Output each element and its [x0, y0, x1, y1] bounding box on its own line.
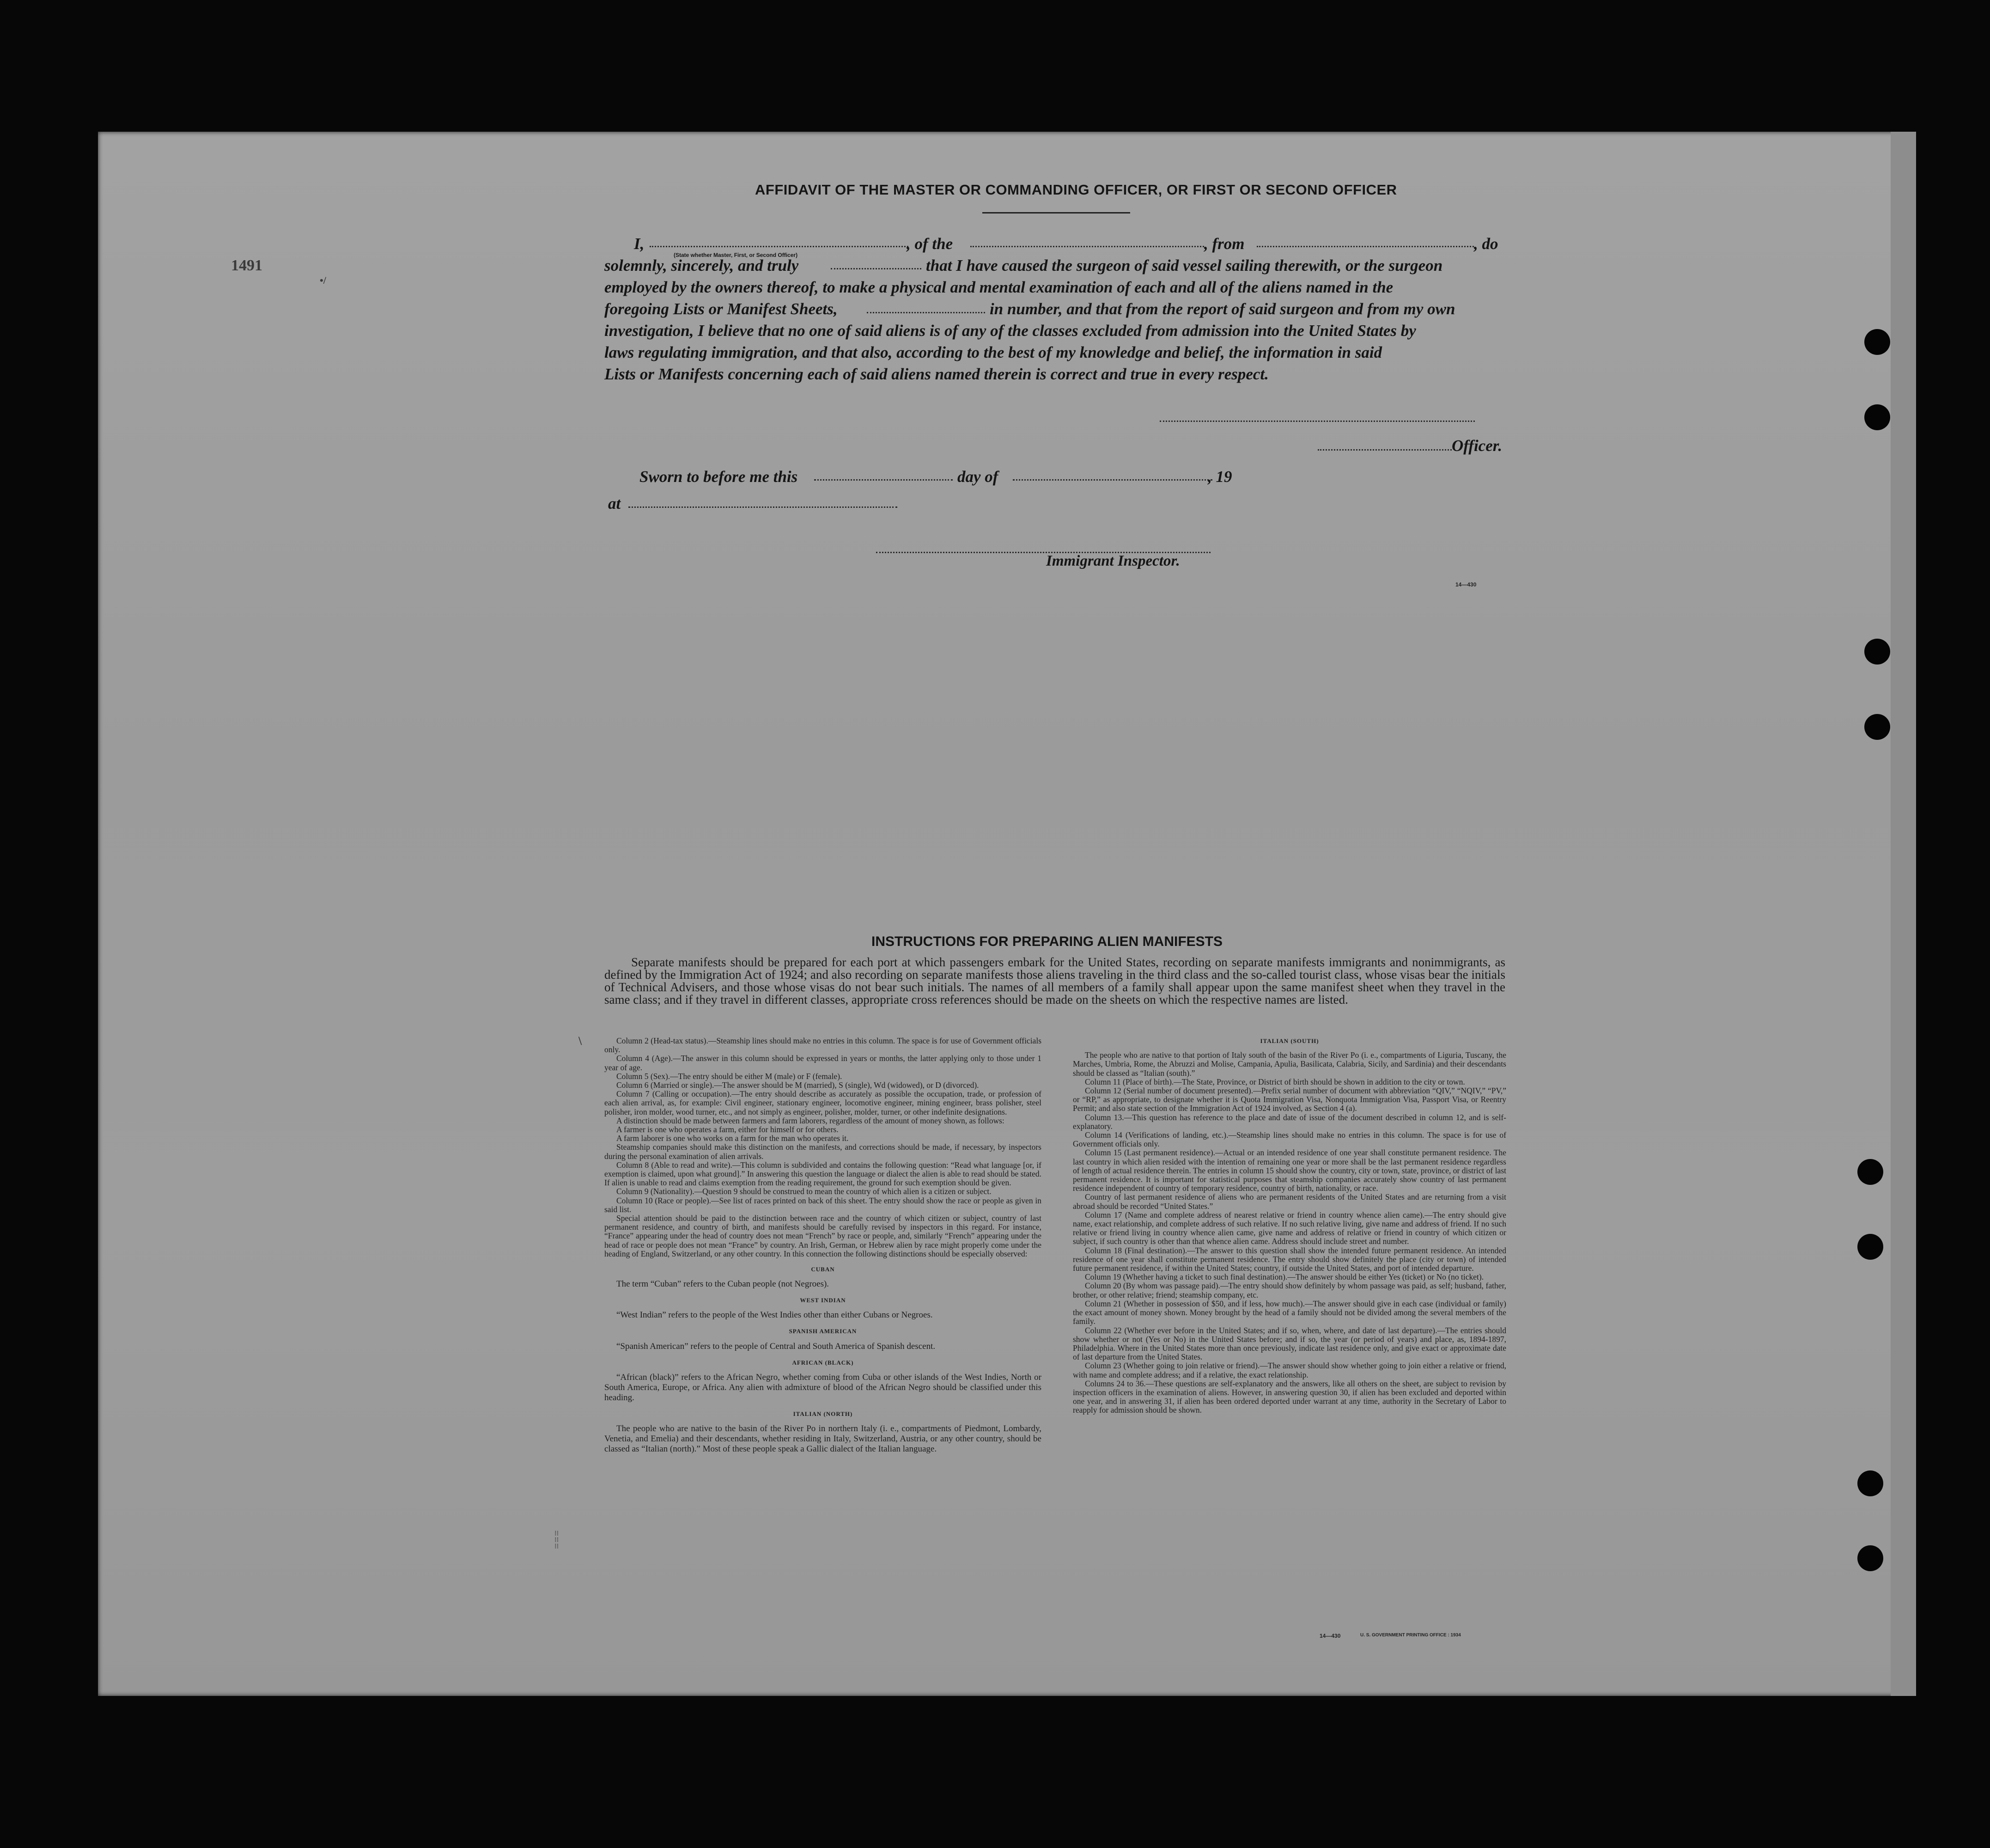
at-text: at	[608, 494, 621, 512]
african-text: “African (black)” refers to the African Negro, whether coming from Cuba or other islands of the West Indies, North or South America, Europe, or Africa. Any alien with admixture of blood of the African Negro should be classified under this heading.	[604, 1372, 1041, 1403]
right-paragraph-4: Column 13.—This question has reference to the place and date of issue of the document described in column 12, and is self-explanatory.	[1073, 1112, 1506, 1131]
binder-hole-8	[1857, 1545, 1883, 1571]
affidavit-line-7: Lists or Manifests concerning each of said aliens named therein is correct and true in every respect.	[604, 365, 1269, 383]
blank-officer-name	[650, 246, 908, 247]
left-paragraph-3: Column 5 (Sex).—The entry should be either M (male) or F (female).	[616, 1071, 842, 1081]
spanish-american-text: “Spanish American” refers to the people of Central and South America of Spanish descent.	[616, 1341, 936, 1351]
state-whether-note: (State whether Master, First, or Second Officer)	[674, 252, 798, 258]
right-paragraph-6: Column 15 (Last permanent residence).—Actual or an intended residence of one year shall constitute permanent residence. The last country in which alien resided with the intention of remaining one year or more shall be the last permanent residence regardless of length of actual residence therein. The entries in column 15 should show the country, city or town, state, province, or district of last permanent residence. It is important for statistical purposes that steamship companies accurately show country of last permanent residence independent of country of temporary residence, country of birth, nationality, or race.	[1073, 1148, 1506, 1193]
blank-port-from	[1257, 246, 1474, 247]
heading-west-indian: WEST INDIAN	[800, 1297, 846, 1304]
affidavit-title: AFFIDAVIT OF THE MASTER OR COMMANDING OFFICER, OR FIRST OR SECOND OFFICER	[755, 182, 1397, 198]
blank-vessel-name	[970, 246, 1204, 247]
right-paragraph-3: Column 12 (Serial number of document presented).—Prefix serial number of document with abbreviation “QIV,” “NQIV,” “PV,” or “RP,” as appropriate, to designate whether it is Quota Immigration Visa, Nonquota Immigration Visa, Passport Visa, or Reentry Permit; and also state section of the Immigration Act of 1924 involved, as Section 4 (a).	[1073, 1086, 1506, 1113]
left-paragraph-8: A farm laborer is one who works on a farm for the man who operates it.	[616, 1134, 849, 1143]
binder-hole-2	[1864, 404, 1890, 430]
affidavit-word-foregoing: foregoing Lists or Manifest Sheets,	[604, 300, 838, 318]
margin-stamp-marks: ⁞⁞ ⁞⁞ ⁞⁞	[554, 1530, 559, 1550]
right-paragraph-9: Column 18 (Final destination).—The answer to this question shall show the intended future permanent residence. An intended residence of one year shall constitute permanent residence. The entry should show definitely the place (city or town) of intended future permanent residence, if within the United States; country, if outside the United States, and port of intended departure.	[1073, 1245, 1506, 1273]
heading-italian-north: ITALIAN (NORTH)	[793, 1410, 853, 1417]
blank-oath-type	[831, 268, 921, 269]
affidavit-line-2: that I have caused the surgeon of said vessel sailing therewith, or the surgeon	[926, 256, 1443, 274]
blank-sheet-count	[867, 312, 985, 313]
right-paragraph-1: The people who are native to that portion of Italy south of the basin of the River Po (i. e., compartments of Liguria, Tuscany, the Marches, Umbria, Rome, the Abruzzi and Molise, Campania, Apulia, Basilicata, Calabria, Sicily, and Sardinia) and their descendants should be classed as “Italian (south).”	[1073, 1050, 1506, 1078]
binder-hole-1	[1864, 329, 1890, 355]
binder-hole-6	[1857, 1234, 1883, 1260]
left-paragraph-4: Column 6 (Married or single).—The answer should be M (married), S (single), Wd (widowed), or D (divorced).	[616, 1080, 979, 1090]
affidavit-word-solemnly: solemnly, sincerely, and truly	[604, 256, 799, 274]
right-paragraph-7: Country of last permanent residence of aliens who are permanent residents of the United States and are returning from a visit abroad should be recorded “United States.”	[1073, 1192, 1506, 1211]
left-paragraph-1: Column 2 (Head-tax status).—Steamship lines should make no entries in this column. The space is for use of Government officials only.	[604, 1036, 1041, 1055]
binder-hole-5	[1857, 1159, 1883, 1185]
instructions-left-column	[604, 1037, 1041, 1454]
inspector-label: Immigrant Inspector.	[1046, 553, 1180, 569]
binder-hole-3	[1864, 639, 1890, 665]
binder-hole-4	[1864, 714, 1890, 740]
printer-imprint: U. S. GOVERNMENT PRINTING OFFICE : 1934	[1360, 1633, 1461, 1638]
signature-line-2	[1318, 449, 1452, 451]
italian-north-text: The people who are native to the basin of the River Po in northern Italy (i. e., compartments of Piedmont, Lombardy, Venetia, and Emelia) and their descendants, whether residing in Italy, Switzerland, Austria, or any other country, should be classed as “Italian (north).” Most of these people speak a Gallic dialect of the Italian language.	[604, 1424, 1041, 1454]
right-paragraph-12: Column 21 (Whether in possession of $50, and if less, how much).—The answer should give in each case (individual or family) the exact amount of money shown. Money brought by the head of a family should not be divided among the several members of the family.	[1073, 1299, 1506, 1326]
right-paragraph-5: Column 14 (Verifications of landing, etc.).—Steamship lines should make no entries in this column. The space is for use of Government officials only.	[1073, 1130, 1506, 1149]
right-paragraph-11: Column 20 (By whom was passage paid).—The entry should show definitely by whom passage was paid, as self; husband, father, brother, or other relative; friend; steamship company, etc.	[1073, 1281, 1506, 1299]
instructions-title: INSTRUCTIONS FOR PREPARING ALIEN MANIFESTS	[871, 934, 1223, 949]
left-paragraph-12: Column 10 (Race or people).—See list of races printed on back of this sheet. The entry should show the race or people as given in said list.	[604, 1195, 1041, 1214]
left-paragraph-9: Steamship companies should make this distinction on the manifests, and corrections should be made, if necessary, by inspectors during the personal examination of alien arrivals.	[604, 1142, 1041, 1161]
affidavit-word-do: , do	[1474, 235, 1498, 253]
form-number-bottom: 14—430	[1320, 1633, 1341, 1639]
day-of-text: day of	[957, 468, 998, 486]
affidavit-line-4: in number, and that from the report of said surgeon and from my own	[990, 300, 1455, 318]
affidavit-line-5: investigation, I believe that no one of said aliens is of any of the classes excluded from admission into the United States by	[604, 322, 1416, 340]
right-paragraph-2: Column 11 (Place of birth).—The State, Province, or District of birth should be shown in addition to the city or town.	[1085, 1077, 1465, 1086]
margin-mark-number: 1491	[231, 257, 262, 274]
left-paragraph-13: Special attention should be paid to the distinction between race and the country of which citizen or subject, country of last permanent residence, and country of birth, and manifests should be carefully revised by inspectors in this regard. For instance, “France” appearing under the head of country does not mean “French” by race or people, and, similarly “French” appearing under the head of race or people does not mean “France” by country. An Irish, German, or Hebrew alien by race might properly come under the heading of England, Switzerland, or any other country. In this connection the following distinctions should be especially observed:	[604, 1214, 1041, 1258]
left-paragraph-6: A distinction should be made between farmers and farm laborers, regardless of the amount of money shown, as follows:	[616, 1116, 1004, 1125]
heading-african: AFRICAN (BLACK)	[792, 1359, 854, 1366]
instructions-intro: Separate manifests should be prepared for each port at which passengers embark for the United States, recording on separate manifests immigrants and nonimmigrants, as defined by the Immigration Act of 1924; and also recording on separate manifests those aliens traveling in the third class and the so-called tourist class, whose visas bear the initials of Technical Advisers, and those whose visas do not bear such initials. The names of all members of a family shall appear upon the same manifest sheet when they travel in the same class; and if they travel in different classes, appropriate cross references should be made on the sheets on which the respective names are listed.	[604, 955, 1505, 1006]
blank-place	[628, 506, 897, 508]
heading-cuban: CUBAN	[811, 1266, 835, 1273]
cuban-text: The term “Cuban” refers to the Cuban people (not Negroes).	[616, 1279, 829, 1289]
right-paragraph-8: Column 17 (Name and complete address of nearest relative or friend in country whence alien came).—The entry should give name, exact relationship, and complete address of such relative. If no such relative living, give name and address of friend. If no such relative or friend living in country whence alien came, give name and address of relative or friend in country of which citizen or subject, if such country is other than that whence alien came. Address should include street and number.	[1073, 1210, 1506, 1246]
west-indian-text: “West Indian” refers to the people of the West Indies other than either Cubans or Negroes.	[616, 1310, 933, 1320]
left-paragraph-2: Column 4 (Age).—The answer in this column should be expressed in years or months, the latter applying only to those under 1 year of age.	[604, 1054, 1041, 1072]
year-prefix: , 19	[1208, 468, 1232, 486]
sheet-edge-shadow	[1891, 132, 1916, 1696]
left-paragraph-11: Column 9 (Nationality).—Question 9 should be construed to mean the country of which alien is a citizen or subject.	[616, 1187, 992, 1196]
left-paragraph-7: A farmer is one who operates a farm, either for himself or for others.	[616, 1125, 839, 1134]
title-underline	[982, 212, 1130, 213]
binder-hole-7	[1857, 1470, 1883, 1496]
left-paragraph-10: Column 8 (Able to read and write).—This column is subdivided and contains the following question: “Read what language [or, if exemption is claimed, upon what ground].” In answering this question the language or dialect the alien is able to read should be stated. If alien is unable to read and claims exemption from the reading requirement, the ground for such exemption should be given.	[604, 1160, 1041, 1188]
margin-mark-small: •/	[320, 274, 326, 286]
sworn-text: Sworn to before me this	[639, 468, 798, 486]
heading-italian-south: ITALIAN (SOUTH)	[1260, 1037, 1319, 1044]
officer-label: Officer.	[1452, 437, 1503, 455]
blank-day	[814, 479, 953, 481]
right-paragraph-15: Columns 24 to 36.—These questions are self-explanatory and the answers, like all others on the sheet, are subject to revision by inspection officers in the examination of aliens. However, in answering question 30, if alien has been excluded and deported within one year, and in answering 31, if alien has been ordered deported under warrant at any time, authority in the Secretary of Labor to reapply for admission should be shown.	[1073, 1378, 1506, 1415]
right-paragraph-14: Column 23 (Whether going to join relative or friend).—The answer should show whether going to join either a relative or friend, with name and complete address; and if a relative, the exact relationship.	[1073, 1361, 1506, 1379]
instructions-right-column	[1073, 1037, 1506, 1415]
right-paragraph-10: Column 19 (Whether having a ticket to such final destination).—The answer should be either Yes (ticket) or No (no ticket).	[1085, 1272, 1484, 1282]
margin-tick-left: \	[578, 1034, 582, 1048]
heading-spanish-american: SPANISH AMERICAN	[789, 1328, 857, 1335]
blank-month	[1013, 479, 1212, 481]
signature-line-1	[1160, 421, 1475, 422]
affidavit-word-i: I,	[634, 235, 645, 253]
right-paragraph-13: Column 22 (Whether ever before in the United States; and if so, when, where, and date of last departure).—The entries should show whether or not (Yes or No) in the United States before; and if so, the year (or period of years) and place, as, 1894-1897, Philadelphia. Where in the United States more than once previously, indicate last residence only, and give exact or approximate date of last departure from the United States.	[1073, 1325, 1506, 1362]
affidavit-line-6: laws regulating immigration, and that also, according to the best of my knowledge and belief, the information in said	[604, 343, 1382, 361]
affidavit-word-of-the: , of the	[907, 235, 953, 253]
affidavit-word-from: , from	[1204, 235, 1245, 253]
form-number-top: 14—430	[1455, 581, 1477, 588]
left-paragraph-5: Column 7 (Calling or occupation).—The entry should describe as accurately as possible the occupation, trade, or profession of each alien arrival, as, for example: Civil engineer, stationary engineer, locomotive engineer, mining engineer, brass polisher, steel polisher, iron molder, wood turner, etc., and not simply as engineer, polisher, molder, turner, or other indefinite designations.	[604, 1089, 1041, 1116]
affidavit-line-3: employed by the owners thereof, to make a physical and mental examination of each and all of the aliens named in the	[604, 278, 1394, 296]
